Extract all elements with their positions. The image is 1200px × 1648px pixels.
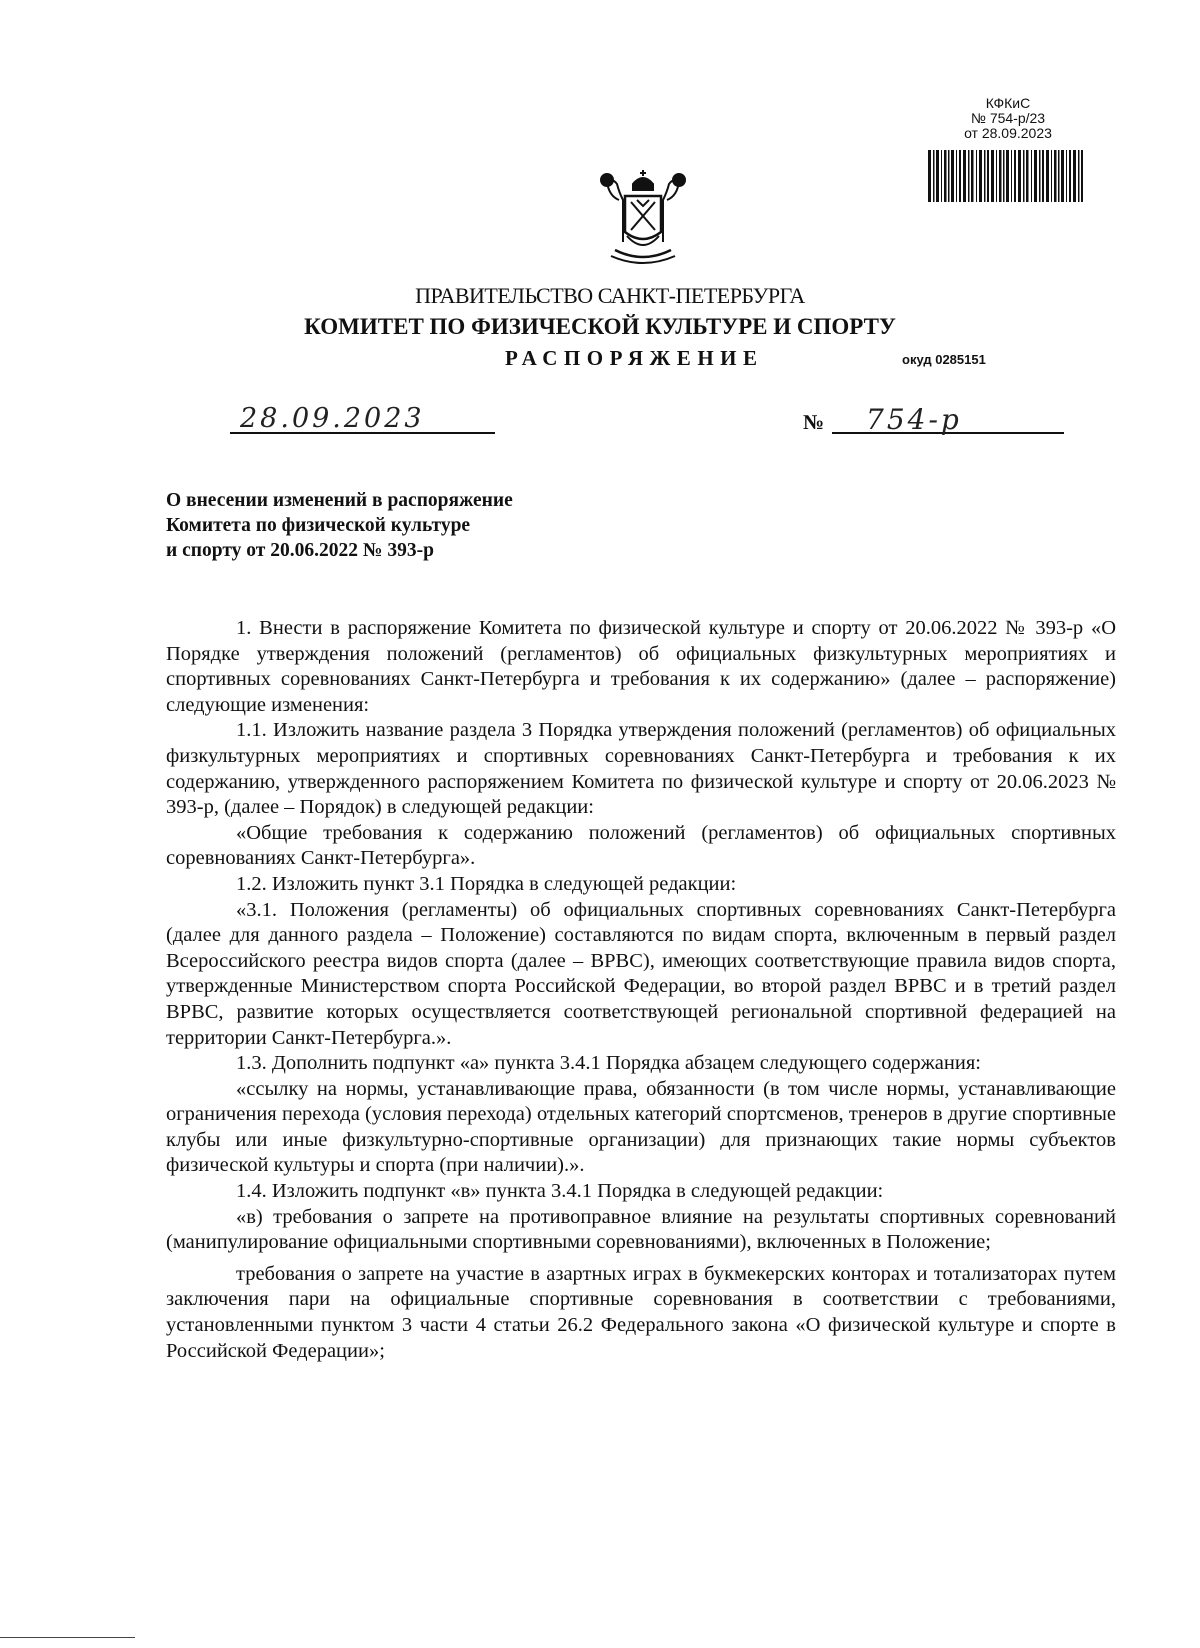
paragraph: требования о запрете на участие в азартных играх в букмекерских конторах и тотализаторах путем заключения пари на официальные спортивные соревнования в соответствии с требованиями, установленными пунктом 3 части 4 статьи 26.2 Федерального закона «О физической культуре и спорте в Российской Федерации»; [166, 1262, 1116, 1362]
handwritten-number: 754-р [866, 403, 962, 436]
document-subject [166, 488, 513, 563]
paragraph: 1.3. Дополнить подпункт «а» пункта 3.4.1 Порядка абзацем следующего содержания: [236, 1052, 981, 1075]
paragraph: 1.1. Изложить название раздела 3 Порядка утверждения положений (регламентов) об официальных физкультурных мероприятиях и спортивных соревнованиях Санкт-Петербурга и требования к их содержанию, утвержденного распоряжением Комитета по физической культуре и спорту от 20.06.2023 № 393-р, (далее – Порядок) в следующей редакции: [166, 719, 1116, 819]
registration-stamp [928, 96, 1088, 141]
paragraph: 1. Внести в распоряжение Комитета по физической культуре и спорту от 20.06.2022 № 393-р «О Порядке утверждения положений (регламентов) об официальных физкультурных мероприятиях и спортивных соревнованиях Санкт-Петербурга и требования к их содержанию» (далее – распоряжение) следующие изменения: [166, 617, 1116, 716]
paragraph: 1.4. Изложить подпункт «в» пункта 3.4.1 Порядка в следующей редакции: [236, 1180, 884, 1203]
barcode [928, 150, 1083, 202]
paragraph: «в) требования о запрете на противоправное влияние на результаты спортивных соревнований (манипулирование официальными спортивными соревнованиями), включенных в Положение; [166, 1205, 1116, 1254]
coat-of-arms-icon [597, 170, 689, 270]
paragraph: 1.2. Изложить пункт 3.1 Порядка в следующей редакции: [236, 872, 737, 895]
subject-line: О внесении изменений в распоряжение [166, 490, 513, 511]
subject-line: и спорту от 20.06.2022 № 393-р [166, 540, 434, 561]
document-type: РАСПОРЯЖЕНИЕ [505, 346, 764, 370]
government-name: ПРАВИТЕЛЬСТВО САНКТ-ПЕТЕРБУРГА [415, 283, 805, 308]
footnote-rule [0, 1637, 135, 1638]
stamp-org: КФКиС [985, 95, 1031, 111]
paragraph: «ссылку на нормы, устанавливающие права, обязанности (в том числе нормы, устанавливающие ограничения перехода (условия перехода) отдельных категорий спортсменов, тренеров в другие спортивные клубы или иные физкультурно-спортивные организации) для признающих такие нормы субъектов физической культуры и спорта (при наличии).». [166, 1077, 1116, 1177]
number-field [832, 403, 1064, 436]
paragraph: «3.1. Положения (регламенты) об официальных спортивных соревнованиях Санкт-Петербурга (далее для данного раздела – Положение) составляются по видам спорта, включенным в первый раздел Всероссийского реестра видов спорта (далее – ВРВС), имеющих соответствующие правила видов спорта, утвержденные Министерством спорта Российской Федерации, во второй раздел ВРВС и в третий раздел ВРВС, развитие которых осуществляется соответствующей региональной спортивной федерацией на территории Санкт-Петербурга.». [166, 898, 1116, 1049]
stamp-number: № 754-р/23 [970, 110, 1046, 126]
document-body [166, 616, 1116, 1364]
okud-code: окуд 0285151 [902, 352, 986, 367]
subject-line: Комитета по физической культуре [166, 515, 471, 536]
paragraph: «Общие требования к содержанию положений (регламентов) об официальных спортивных соревнованиях Санкт-Петербурга». [166, 821, 1116, 870]
handwritten-date: 28.09.2023 [240, 403, 425, 434]
committee-name: КОМИТЕТ ПО ФИЗИЧЕСКОЙ КУЛЬТУРЕ И СПОРТУ [304, 314, 896, 339]
stamp-date: от 28.09.2023 [964, 125, 1052, 141]
number-label: № [803, 410, 825, 434]
date-field [230, 403, 495, 434]
